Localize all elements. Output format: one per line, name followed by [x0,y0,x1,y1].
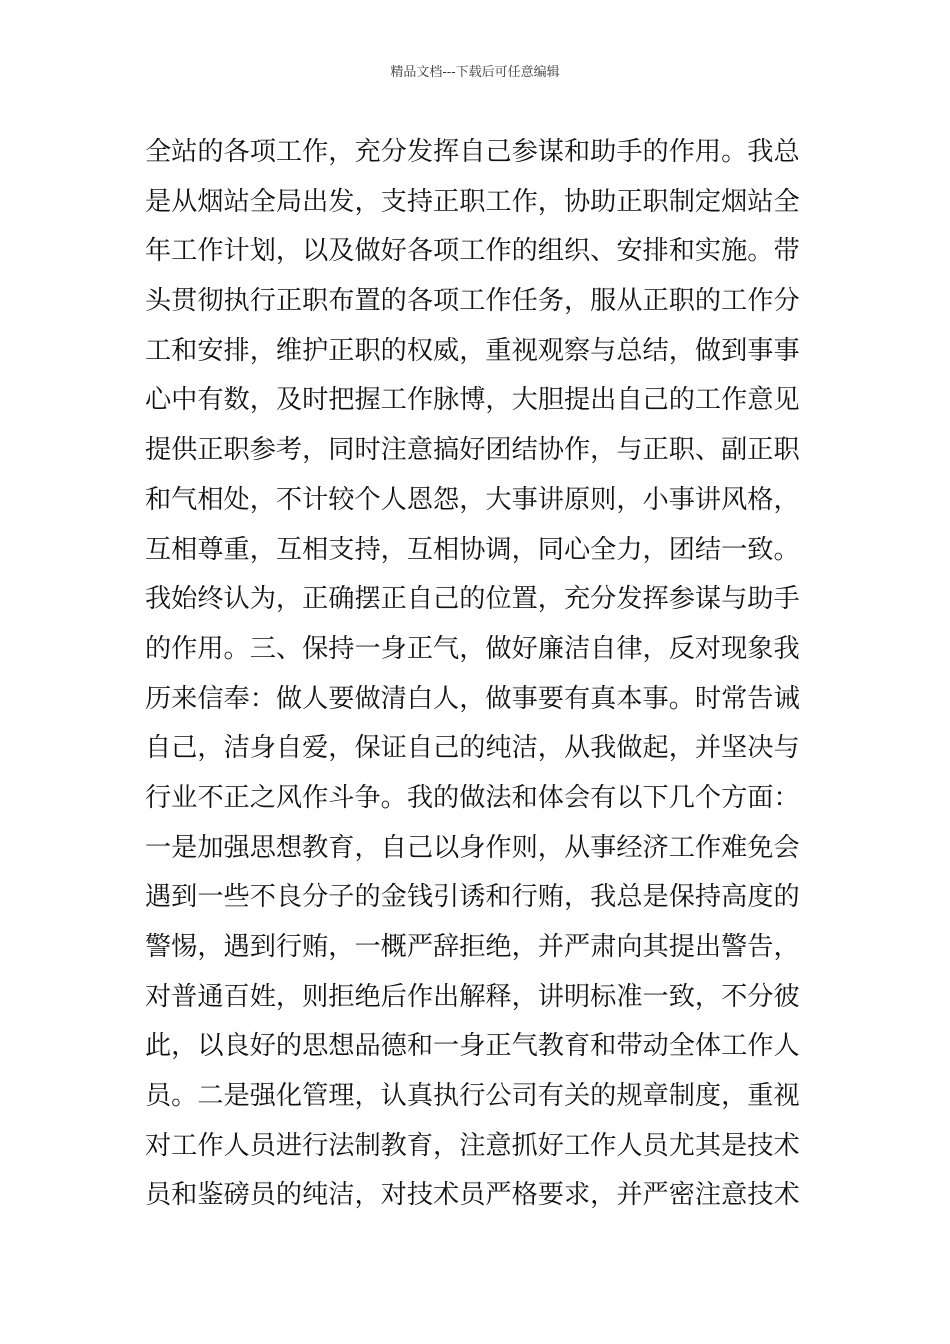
text-line: 对工作人员进行法制教育，注意抓好工作人员尤其是技术 [145,1130,800,1161]
page-header: 精品文档---下载后可任意编辑 [390,65,560,80]
text-line: 历来信奉：做人要做清白人，做事要有真本事。时常告诫 [145,683,800,714]
text-line: 对普通百姓，则拒绝后作出解释，讲明标准一致，不分彼 [145,981,800,1012]
text-line: 我始终认为，正确摆正自己的位置，充分发挥参谋与助手 [145,584,800,615]
document-body [145,128,810,1221]
text-line: 头贯彻执行正职布置的各项工作任务，服从正职的工作分 [145,286,800,317]
text-line: 员。二是强化管理，认真执行公司有关的规章制度，重视 [145,1081,800,1112]
text-line: 行业不正之风作斗争。我的做法和体会有以下几个方面： [145,782,800,813]
text-line: 警惕，遇到行贿，一概严辞拒绝，并严肃向其提出警告， [145,932,800,962]
text-line: 提供正职参考，同时注意搞好团结协作，与正职、副正职 [145,435,800,466]
text-line: 员和鉴磅员的纯洁，对技术员严格要求，并严密注意技术 [145,1180,800,1211]
text-line: 此，以良好的思想品德和一身正气教育和带动全体工作人 [145,1031,800,1062]
text-line: 一是加强思想教育，自己以身作则，从事经济工作难免会 [145,832,800,863]
text-line: 工和安排，维护正职的权威，重视观察与总结，做到事事 [145,335,800,366]
text-line: 遇到一些不良分子的金钱引诱和行贿，我总是保持高度的 [145,882,800,913]
text-line: 全站的各项工作，充分发挥自己参谋和助手的作用。我总 [145,137,800,167]
text-line: 互相尊重，互相支持，互相协调，同心全力，团结一致。 [145,534,800,565]
text-line: 年工作计划，以及做好各项工作的组织、安排和实施。带 [145,236,800,267]
text-line: 的作用。三、保持一身正气，做好廉洁自律，反对现象我 [145,633,800,664]
text-line: 自己，洁身自爱，保证自己的纯洁，从我做起，并坚决与 [145,733,800,764]
text-line: 和气相处，不计较个人恩怨，大事讲原则，小事讲风格， [145,484,800,515]
text-line: 是从烟站全局出发，支持正职工作，协助正职制定烟站全 [145,186,800,217]
text-line: 心中有数，及时把握工作脉博，大胆提出自己的工作意见 [145,385,800,416]
